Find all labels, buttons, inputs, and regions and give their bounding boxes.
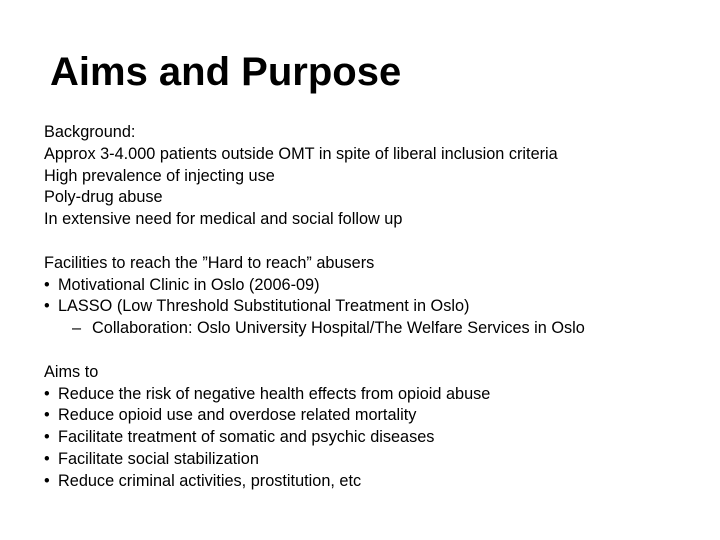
bullet-text: Facilitate social stabilization [58,449,259,468]
bullet-text: Reduce the risk of negative health effects from opioid abuse [58,384,491,403]
bullet-text: Reduce criminal activities, prostitution, etc [58,471,362,490]
aims-bullet [44,449,704,471]
aims-bullet [44,405,704,427]
facilities-sub-bullet [44,318,704,340]
bullet-icon: • [44,275,50,294]
bullet-icon: • [44,384,50,403]
aims-heading: Aims to [44,362,99,381]
facilities-section [44,253,704,340]
aims-bullet [44,471,704,493]
aims-bullet [44,427,704,449]
bullet-icon: • [44,428,50,447]
sub-bullet-text: Collaboration: Oslo University Hospital/The Welfare Services in Oslo [92,319,585,338]
dash-icon: – [72,319,82,338]
background-line: Approx 3-4.000 patients outside OMT in spite of liberal inclusion criteria [44,144,558,163]
bullet-text: Facilitate treatment of somatic and psychic diseases [58,428,435,447]
bullet-icon: • [44,449,50,468]
background-line: In extensive need for medical and social follow up [44,210,403,229]
background-heading: Background: [44,123,136,141]
bullet-icon: • [44,471,50,490]
background-section [44,122,704,231]
bullet-icon: • [44,297,50,316]
background-line: High prevalence of injecting use [44,166,275,185]
slide-title: Aims and Purpose [50,50,402,94]
facilities-heading: Facilities to reach the ”Hard to reach” abusers [44,253,375,272]
aims-section [44,362,704,493]
bullet-text: LASSO (Low Threshold Substitutional Treatment in Oslo) [58,297,470,316]
aims-bullet [44,384,704,406]
bullet-text: Motivational Clinic in Oslo (2006-09) [58,275,320,294]
bullet-text: Reduce opioid use and overdose related mortality [58,406,417,425]
bullet-icon: • [44,406,50,425]
background-line: Poly-drug abuse [44,188,163,207]
facilities-bullet [44,275,704,297]
slide-body [44,122,704,514]
facilities-bullet [44,296,704,318]
